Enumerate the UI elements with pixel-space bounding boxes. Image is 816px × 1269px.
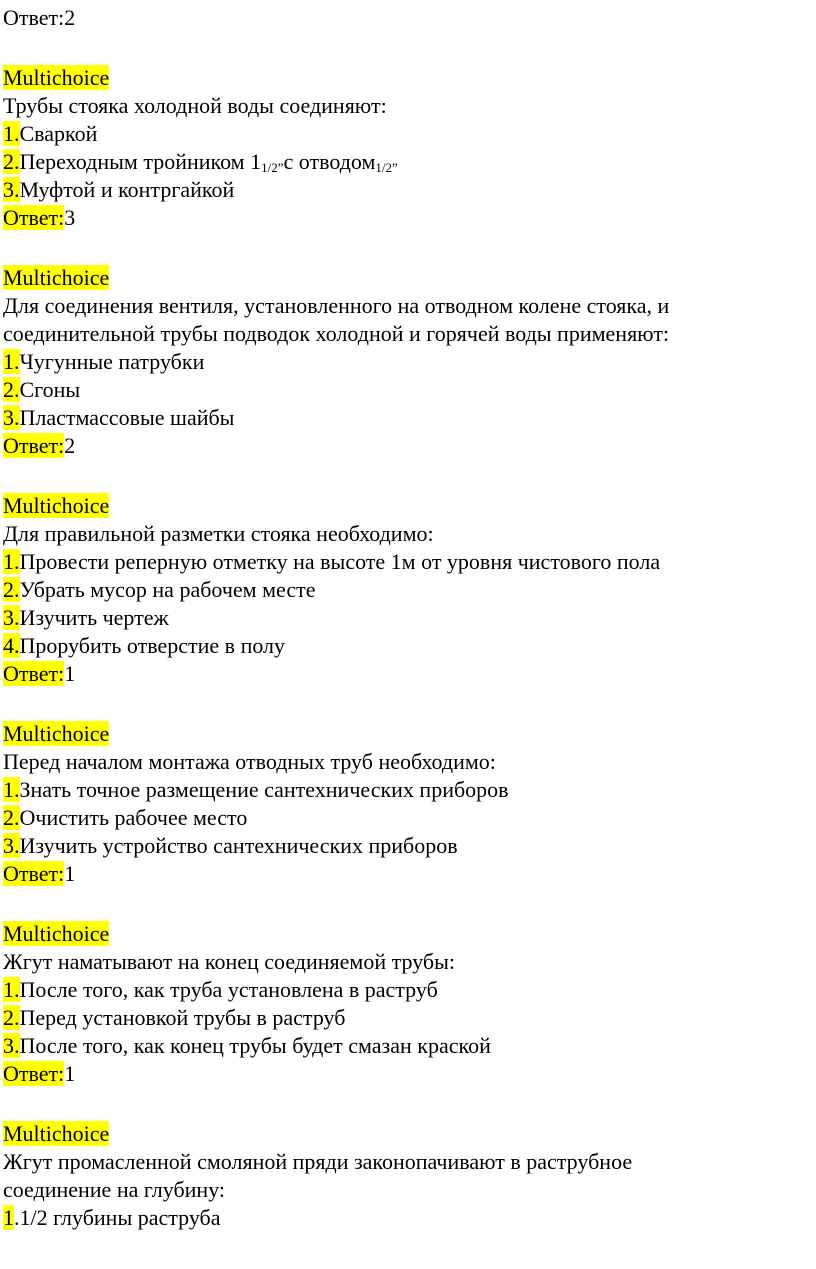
option-number: 4. — [3, 633, 20, 658]
question-block — [0, 264, 816, 460]
option-subscript: 1/2” — [261, 160, 284, 175]
spacer — [0, 460, 816, 492]
option-text: .1/2 глубины раструба — [14, 1205, 221, 1230]
question-type-tag: Multichoice — [3, 721, 110, 746]
question-block — [0, 492, 816, 688]
spacer — [0, 1088, 816, 1120]
option-text: После того, как конец трубы будет смазан краской — [19, 1033, 491, 1058]
answer-line — [3, 4, 816, 32]
option-number: 2. — [3, 577, 20, 602]
answer-value: 3 — [64, 205, 76, 230]
option-number: 3. — [3, 405, 20, 430]
option-text: Знать точное размещение сантехнических приборов — [19, 777, 509, 802]
option-number: 1. — [3, 977, 20, 1002]
question-text: соединение на глубину: — [3, 1177, 226, 1202]
option-number: 3. — [3, 1033, 20, 1058]
option-text: После того, как труба установлена в раструб — [19, 977, 438, 1002]
option-text: Изучить устройство сантехнических приборов — [19, 833, 458, 858]
question-type-tag: Multichoice — [3, 921, 110, 946]
question-block — [0, 920, 816, 1088]
option-item — [3, 1032, 816, 1060]
question-block — [0, 64, 816, 232]
option-number: 1. — [3, 549, 20, 574]
option-item — [3, 604, 816, 632]
option-number: 3. — [3, 833, 20, 858]
option-item — [3, 1204, 816, 1232]
answer-value: 1 — [64, 861, 76, 886]
option-text: Муфтой и контргайкой — [19, 177, 235, 202]
answer-line — [3, 204, 816, 232]
spacer — [0, 688, 816, 720]
question-text: Жгут наматывают на конец соединяемой трубы: — [3, 949, 456, 974]
question-type-tag: Multichoice — [3, 493, 110, 518]
option-number: 2. — [3, 377, 20, 402]
option-text: Переходным тройником 1 — [19, 149, 262, 174]
answer-line — [3, 860, 816, 888]
option-number: 2. — [3, 1005, 20, 1030]
option-item — [3, 1004, 816, 1032]
question-text: Для соединения вентиля, установленного на отводном колене стояка, и — [3, 293, 670, 318]
spacer — [0, 232, 816, 264]
option-item — [3, 404, 816, 432]
option-text: Чугунные патрубки — [19, 349, 205, 374]
answer-line — [3, 432, 816, 460]
option-item — [3, 376, 816, 404]
answer-value: 2 — [64, 433, 76, 458]
answer-label: Ответ: — [3, 861, 65, 886]
spacer — [0, 32, 816, 64]
option-text: Прорубить отверстие в полу — [19, 633, 286, 658]
question-block — [0, 720, 816, 888]
answer-line — [3, 660, 816, 688]
spacer — [0, 888, 816, 920]
option-item — [3, 804, 816, 832]
option-text: Пластмассовые шайбы — [19, 405, 235, 430]
option-text: Изучить чертеж — [19, 605, 169, 630]
option-number: 1 — [3, 1205, 14, 1230]
option-number: 2. — [3, 149, 20, 174]
option-number: 1. — [3, 121, 20, 146]
option-item — [3, 976, 816, 1004]
question-text: Для правильной разметки стояка необходимо: — [3, 521, 434, 546]
option-text: Сгоны — [19, 377, 81, 402]
question-text: соединительной трубы подводок холодной и горячей воды применяют: — [3, 321, 670, 346]
question-type-tag: Multichoice — [3, 1121, 110, 1146]
question-text: Перед началом монтажа отводных труб необходимо: — [3, 749, 496, 774]
answer-label: Ответ: — [3, 205, 65, 230]
answer-value: 1 — [64, 1061, 76, 1086]
option-item — [3, 576, 816, 604]
question-type-tag: Multichoice — [3, 65, 110, 90]
answer-label: Ответ: — [3, 5, 65, 30]
question-text: Жгут промасленной смоляной пряди законопачивают в раструбное — [3, 1149, 633, 1174]
option-item — [3, 632, 816, 660]
option-number: 1. — [3, 349, 20, 374]
option-text: с отводом — [283, 149, 376, 174]
option-text: Сваркой — [19, 121, 98, 146]
option-item — [3, 120, 816, 148]
answer-value: 2 — [64, 5, 76, 30]
question-text: Трубы стояка холодной воды соединяют: — [3, 93, 387, 118]
answer-label: Ответ: — [3, 1061, 65, 1086]
option-item — [3, 348, 816, 376]
option-number: 2. — [3, 805, 20, 830]
option-number: 3. — [3, 605, 20, 630]
option-item — [3, 832, 816, 860]
option-text: Очистить рабочее место — [19, 805, 248, 830]
option-item — [3, 176, 816, 204]
answer-label: Ответ: — [3, 661, 65, 686]
option-subscript: 1/2” — [375, 160, 398, 175]
answer-line — [3, 1060, 816, 1088]
option-item — [3, 148, 816, 176]
option-item — [3, 548, 816, 576]
option-number: 1. — [3, 777, 20, 802]
option-item — [3, 776, 816, 804]
answer-label: Ответ: — [3, 433, 65, 458]
answer-value: 1 — [64, 661, 76, 686]
option-text: Убрать мусор на рабочем месте — [19, 577, 316, 602]
option-text: Провести реперную отметку на высоте 1м от уровня чистового пола — [19, 549, 661, 574]
option-number: 3. — [3, 177, 20, 202]
option-text: Перед установкой трубы в раструб — [19, 1005, 346, 1030]
question-block — [0, 1120, 816, 1232]
question-type-tag: Multichoice — [3, 265, 110, 290]
